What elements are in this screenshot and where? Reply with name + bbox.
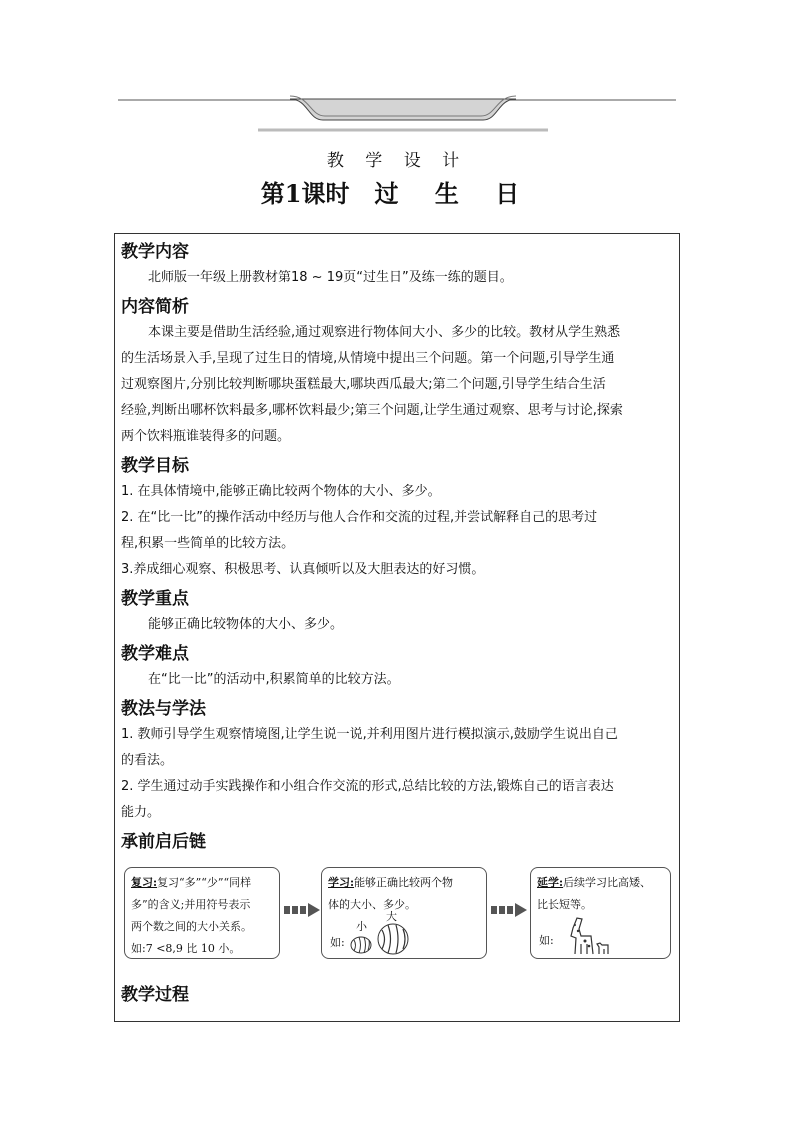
big-label: 大: [386, 910, 397, 923]
goal-line: 3.养成细心观察、积极思考、认真倾听以及大胆表达的好习惯。: [121, 562, 485, 577]
goal-line: 2. 在“比一比”的操作活动中经历与他人合作和交流的过程,并尝试解释自己的思考过: [121, 510, 598, 525]
big-watermelon-icon: [376, 922, 410, 956]
method-line: 1. 教师引导学生观察情境图,让学生说一说,并利用图片进行模拟演示,鼓励学生说出自己: [121, 727, 618, 742]
small-watermelon-icon: [350, 934, 372, 954]
analysis-line: 的生活场景入手,呈现了过生日的情境,从情境中提出三个问题。第一个问题,引导学生通: [121, 351, 615, 366]
learning-chain: [121, 859, 673, 979]
chain-arrow-icon: [284, 903, 320, 917]
learn-box: [321, 867, 487, 959]
giraffe-icon: [561, 914, 611, 956]
review-line: 如:7 <8,9 比 10 小。: [131, 942, 241, 955]
extend-line: 比长短等。: [537, 898, 592, 911]
method-line: 的看法。: [121, 753, 174, 768]
difficulty-text: 在“比一比”的活动中,积累简单的比较方法。: [148, 672, 400, 687]
analysis-line: 过观察图片,分别比较判断哪块蛋糕最大,哪块西瓜最大;第二个问题,引导学生结合生活: [121, 377, 606, 392]
analysis-line: 两个饮料瓶谁装得多的问题。: [121, 429, 291, 444]
section-heading-goals: 教学目标: [121, 456, 189, 476]
section-heading-difficulty: 教学难点: [121, 644, 189, 664]
header-ornament: [118, 92, 676, 136]
small-label: 小: [356, 920, 367, 933]
analysis-line: 本课主要是借助生活经验,通过观察进行物体间大小、多少的比较。教材从学生熟悉: [148, 325, 621, 340]
page-subtitle: 教 学 设 计: [326, 151, 468, 171]
review-line: 复习:复习“多”“少”“同样: [131, 876, 252, 889]
section-heading-key: 教学重点: [121, 589, 189, 609]
analysis-line: 经验,判断出哪杯饮料最多,哪杯饮料最少;第三个问题,让学生通过观察、思考与讨论,探索: [121, 403, 623, 418]
review-label: 复习:: [131, 876, 158, 889]
page-title: [0, 174, 794, 209]
learn-label: 学习:: [328, 876, 355, 889]
lesson-name: 过 生 日: [374, 179, 534, 208]
method-line: 2. 学生通过动手实践操作和小组合作交流的形式,总结比较的方法,锻炼自己的语言表达: [121, 779, 614, 794]
learn-line: 学习:能够正确比较两个物: [328, 876, 454, 889]
section-heading-content: 教学内容: [121, 242, 189, 262]
content-text: 北师版一年级上册教材第18 ~ 19页“过生日”及练一练的题目。: [148, 270, 513, 285]
example-label: 如:: [539, 934, 554, 947]
method-line: 能力。: [121, 805, 161, 820]
goal-line: 程,积累一些简单的比较方法。: [121, 536, 295, 551]
section-heading-process: 教学过程: [121, 985, 189, 1005]
lesson-plan-table: [114, 233, 680, 1022]
learn-line: 体的大小、多少。: [328, 898, 416, 911]
section-heading-chain: 承前启后链: [121, 832, 206, 852]
section-heading-analysis: 内容简析: [121, 297, 189, 317]
chain-arrow-icon: [491, 903, 527, 917]
extend-label: 延学:: [537, 876, 564, 889]
lesson-number: 第1课时: [260, 179, 350, 208]
extend-line: 延学:后续学习比高矮、: [537, 876, 652, 889]
review-line: 两个数之间的大小关系。: [131, 920, 252, 933]
section-heading-methods: 教法与学法: [121, 699, 206, 719]
review-line: 多”的含义;并用符号表示: [131, 898, 251, 911]
review-box: [124, 867, 280, 959]
key-text: 能够正确比较物体的大小、多少。: [148, 617, 344, 632]
extend-box: [530, 867, 671, 959]
example-label: 如:: [330, 936, 345, 949]
goal-line: 1. 在具体情境中,能够正确比较两个物体的大小、多少。: [121, 484, 441, 499]
